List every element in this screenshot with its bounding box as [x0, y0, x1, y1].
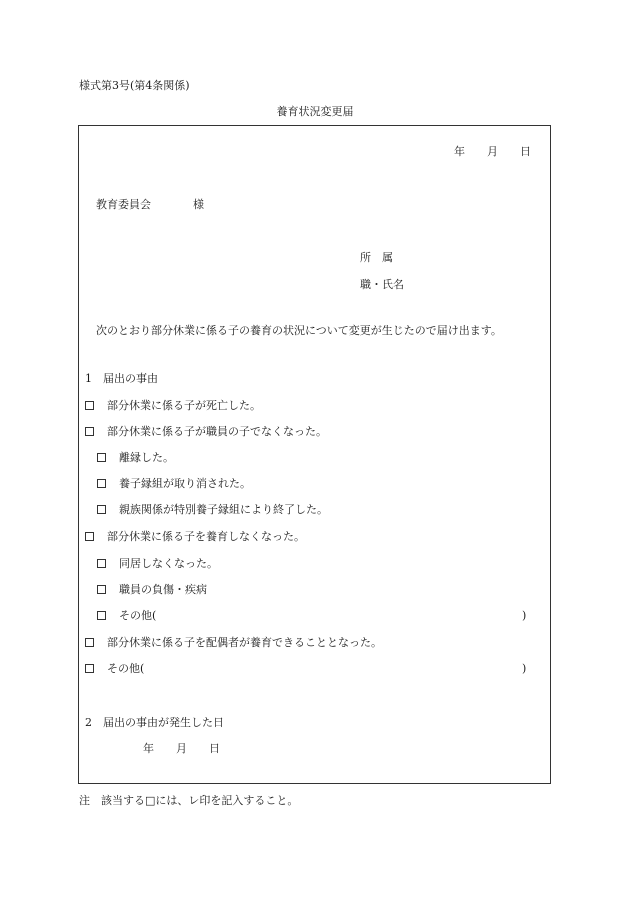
- reason-label: 職員の負傷・疾病: [119, 583, 207, 596]
- reason-subitem[interactable]: [97, 558, 218, 569]
- reason-label: 部分休業に係る子が職員の子でなくなった。: [107, 425, 327, 438]
- closing-paren: ): [522, 662, 527, 675]
- occur-year-label: 年: [143, 742, 154, 755]
- reason-subitem[interactable]: [97, 478, 251, 489]
- addressee: [96, 199, 204, 210]
- date-month-label: 月: [487, 145, 498, 158]
- reason-label: 離縁した。: [119, 451, 174, 464]
- checkbox[interactable]: [97, 559, 106, 568]
- position-name-label: 職・氏名: [360, 278, 404, 291]
- reason-label: 部分休業に係る子を養育しなくなった。: [107, 530, 305, 543]
- reason-item[interactable]: [85, 637, 382, 648]
- reason-label: 部分休業に係る子を配偶者が養育できることとなった。: [107, 636, 382, 649]
- occur-day-label: 日: [209, 742, 220, 755]
- reason-label: 養子縁組が取り消された。: [119, 477, 251, 490]
- reason-item-other[interactable]: [85, 663, 144, 674]
- reason-item[interactable]: [85, 426, 327, 437]
- addressee-org: 教育委員会: [96, 198, 151, 211]
- reason-item[interactable]: [85, 531, 305, 542]
- reason-label: 親族関係が特別養子縁組により終了した。: [119, 503, 328, 516]
- section1-heading: 1 届出の事由: [85, 372, 158, 385]
- checkbox[interactable]: [85, 401, 94, 410]
- reason-subitem-other[interactable]: [97, 610, 156, 621]
- occurrence-date[interactable]: [143, 743, 220, 754]
- reason-subitem[interactable]: [97, 504, 328, 515]
- document-title: 養育状況変更届: [276, 105, 354, 118]
- reason-label: 部分休業に係る子が死亡した。: [107, 399, 261, 412]
- reason-label: その他(: [107, 662, 145, 675]
- checkbox[interactable]: [97, 479, 106, 488]
- checkbox[interactable]: [85, 532, 94, 541]
- checkbox[interactable]: [85, 664, 94, 673]
- footnote: 注 該当する□には、レ印を記入すること。: [79, 794, 299, 807]
- reason-label: 同居しなくなった。: [119, 557, 218, 570]
- checkbox[interactable]: [97, 611, 106, 620]
- section2-heading: 2 届出の事由が発生した日: [85, 716, 224, 729]
- submission-date[interactable]: [454, 146, 531, 157]
- reason-item[interactable]: [85, 400, 261, 411]
- checkbox[interactable]: [97, 505, 106, 514]
- form-number: 様式第3号(第4条関係): [79, 79, 190, 92]
- checkbox[interactable]: [85, 427, 94, 436]
- date-year-label: 年: [454, 145, 465, 158]
- checkbox[interactable]: [85, 638, 94, 647]
- date-day-label: 日: [520, 145, 531, 158]
- occur-month-label: 月: [176, 742, 187, 755]
- checkbox[interactable]: [97, 585, 106, 594]
- statement-text: 次のとおり部分休業に係る子の養育の状況について変更が生じたので届け出ます。: [96, 324, 502, 337]
- affiliation-label: 所 属: [360, 251, 393, 264]
- addressee-honorific: 様: [193, 198, 204, 211]
- reason-label: その他(: [119, 609, 157, 622]
- reason-subitem[interactable]: [97, 584, 207, 595]
- reason-subitem[interactable]: [97, 452, 174, 463]
- checkbox[interactable]: [97, 453, 106, 462]
- closing-paren: ): [522, 609, 527, 622]
